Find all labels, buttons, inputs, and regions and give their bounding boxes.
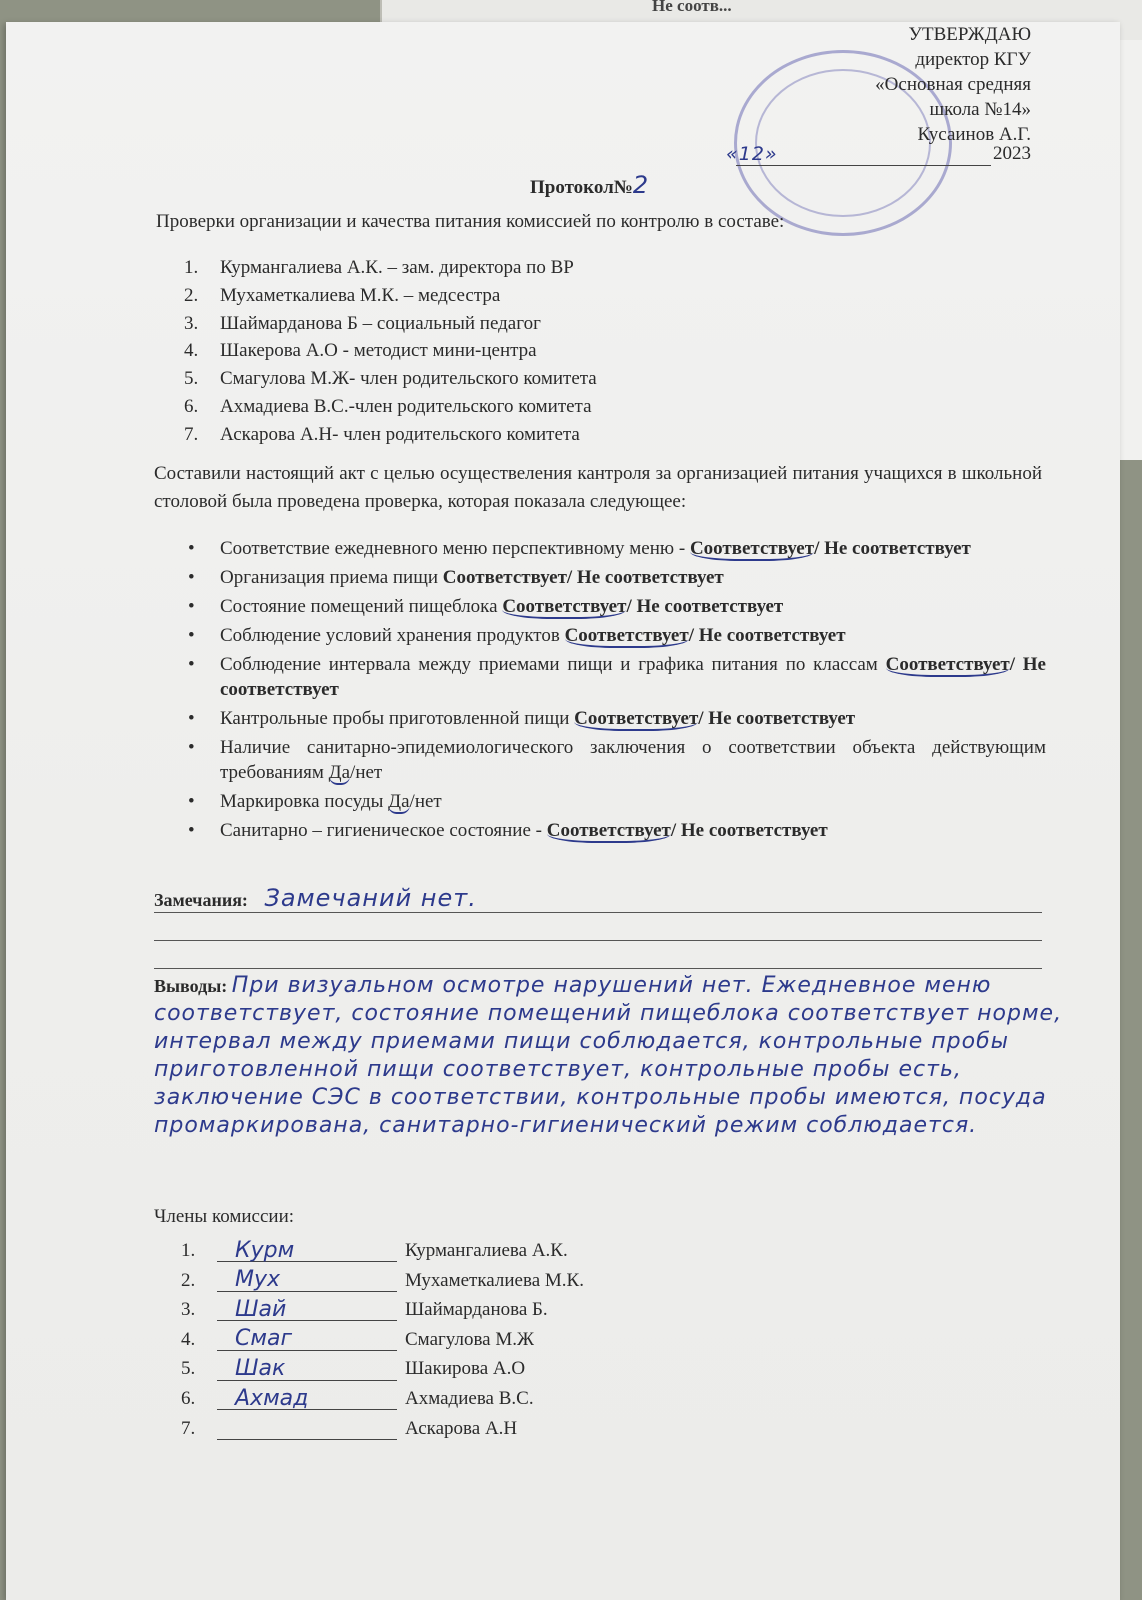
signer-name: Мухаметкалиева М.К. <box>405 1269 584 1291</box>
check-item: • Организация приема пищи Соответствует/ Не соответствует <box>154 565 1046 590</box>
member-item: 7. Аскарова А.Н- член родительского комитета <box>184 423 580 445</box>
conclusions-handwritten: При визуальном осмотре нарушений нет. Ежедневное меню соответствует, состояние помещений пищеблока соответствует норме, интервал между приемами пищи соблюдается, контрольные пробы приготовленной пищи соответствует, контрольные пробы есть, заключение СЭС в соответствии, контрольные пробы имеются, посуда промаркирована, санитарно-гигиенический режим соблюдается. <box>154 973 1063 1138</box>
check-item: • Маркировка посуды Да/нет <box>154 789 1046 814</box>
approval-date-day: «12» <box>726 143 778 165</box>
check-item: • Кантрольные пробы приготовленной пищи Соответствует/ Не соответствует <box>154 706 1046 731</box>
check-yes: Соответствует <box>442 567 567 588</box>
remarks-handwritten: Замечаний нет. <box>264 884 477 912</box>
conclusions-label: Выводы: <box>154 976 228 996</box>
signature: Смаг <box>235 1326 292 1352</box>
check-no: /нет <box>350 762 383 783</box>
conclusions-section <box>154 972 1094 1140</box>
signer-name: Смагулова М.Ж <box>405 1328 535 1350</box>
approval-line: «Основная средняя <box>875 74 1031 95</box>
check-yes: Да <box>388 791 410 812</box>
member-name: Шаймарданова Б – социальный педагог <box>220 312 541 334</box>
member-name: Мухаметкалиева М.К. – медсестра <box>220 284 501 306</box>
check-no: / Не соответствует <box>814 538 971 559</box>
signer-item: 7. Аскарова А.Н <box>181 1417 518 1439</box>
signature: Шак <box>235 1355 286 1381</box>
approval-line: УТВЕРЖДАЮ <box>908 24 1031 45</box>
check-item: • Соблюдение интервала между приемами пищи и графика питания по классам Соответствует/ Не соответствует <box>154 652 1046 702</box>
document-title <box>530 171 648 199</box>
member-name: Курмангалиева А.К. – зам. директора по ВР <box>220 257 574 278</box>
remarks-label: Замечания: <box>154 890 248 910</box>
members-list <box>184 254 597 449</box>
signer-name: Курмангалиева А.К. <box>405 1240 568 1261</box>
signature-line <box>217 1267 397 1293</box>
signature-line <box>217 1296 397 1322</box>
check-yes: Соответствует <box>546 820 671 841</box>
signer-name: Шаймарданова Б. <box>405 1299 548 1321</box>
signers-label: Члены комиссии: <box>154 1206 295 1227</box>
approval-date <box>726 143 1031 168</box>
check-no: / Не соответствует <box>688 625 846 646</box>
check-yes: Соответствует <box>502 596 627 617</box>
title-text: Протокол№ <box>530 177 633 198</box>
member-name: Ахмадиева В.С.-член родительского комитета <box>220 395 592 417</box>
signature: Ахмад <box>235 1385 309 1411</box>
signer-item: 5. Шак Шакирова А.О <box>181 1354 584 1384</box>
remarks-line <box>154 940 1042 941</box>
signer-name: Шакирова А.О <box>405 1358 526 1380</box>
check-item: • Наличие санитарно-эпидемиологического заключения о соответствии объекта действующим требованиям Да/нет <box>154 735 1046 785</box>
signer-item: 2. Мух Мухаметкалиева М.К. <box>181 1266 584 1296</box>
check-no: / Не соответствует <box>626 596 784 617</box>
check-yes: Соответствует <box>564 625 689 646</box>
remarks-line <box>154 968 1042 969</box>
check-item: • Санитарно – гигиеническое состояние - Соответствует/ Не соответствует <box>154 818 1046 843</box>
signer-item: 3. Шай Шаймарданова Б. <box>181 1295 584 1325</box>
check-yes: Соответствует <box>574 708 699 729</box>
check-no: / Не соответствует <box>670 820 828 841</box>
check-yes: Соответствует <box>885 654 1010 675</box>
signer-item: 6. Ахмад Ахмадиева В.С. <box>181 1384 584 1414</box>
signer-name: Ахмадиева В.С. <box>405 1387 534 1409</box>
intro-text: Проверки организации и качества питания комиссией по контролю в составе: <box>156 211 785 232</box>
signature: Шай <box>235 1296 287 1322</box>
approval-block <box>766 22 1031 147</box>
approval-line: Кусаинов А.Г. <box>917 124 1031 145</box>
check-yes: Да <box>328 762 351 783</box>
member-item: 2. Мухаметкалиева М.К. – медсестра <box>184 284 501 306</box>
member-item: 4. Шакерова А.О - методист мини-центра <box>184 340 537 362</box>
signer-item: 4. Смаг Смагулова М.Ж <box>181 1325 584 1355</box>
member-name: Шакерова А.О - методист мини-центра <box>220 340 537 362</box>
underlying-sheet-edge <box>1120 40 1142 460</box>
remarks-line <box>154 912 1042 913</box>
signature-line <box>217 1237 397 1263</box>
member-name: Смагулова М.Ж- член родительского комитета <box>220 368 597 390</box>
title-number: 2 <box>632 171 649 199</box>
approval-date-year: 2023 <box>993 143 1031 164</box>
approval-line: школа №14» <box>929 99 1031 120</box>
purpose-paragraph: Составили настоящий акт с целью осуществеления кантроля за организацией питания учащихся в школьной столовой была проведена проверка, которая показала следующее: <box>154 463 1042 512</box>
check-item: • Соответствие ежедневного меню перспективному меню - Соответствует/ Не соответствует <box>154 536 1046 561</box>
check-item: • Соблюдение условий хранения продуктов Соответствует/ Не соответствует <box>154 623 1046 648</box>
remarks-section <box>154 884 1042 912</box>
member-item: 1. Курмангалиева А.К. – зам. директора по ВР <box>184 257 574 278</box>
check-no: / Не соответствует <box>698 708 856 729</box>
check-yes: Соответствует <box>689 538 815 559</box>
signers-list <box>181 1236 584 1443</box>
date-underline <box>736 165 991 166</box>
underlying-sheet-text: Не соотв... <box>652 0 732 15</box>
check-item: • Состояние помещений пищеблока Соответствует/ Не соответствует <box>154 594 1046 619</box>
check-no: / Не соответствует <box>220 654 1046 700</box>
check-no: / Не соответствует <box>566 567 724 588</box>
signature: Курм <box>235 1237 295 1263</box>
member-name: Аскарова А.Н- член родительского комитета <box>220 423 580 445</box>
signer-name: Аскарова А.Н <box>405 1417 518 1439</box>
approval-line: директор КГУ <box>915 49 1031 70</box>
member-item: 5. Смагулова М.Ж- член родительского комитета <box>184 368 597 390</box>
signature-line <box>217 1419 397 1440</box>
member-item: 6. Ахмадиева В.С.-член родительского комитета <box>184 395 592 417</box>
document-page <box>6 22 1120 1600</box>
signer-item: 1. Курм Курмангалиева А.К. <box>181 1236 584 1266</box>
signature: Мух <box>235 1267 281 1293</box>
checklist <box>154 536 1046 847</box>
check-no: /нет <box>409 791 442 812</box>
member-item: 3. Шаймарданова Б – социальный педагог <box>184 312 541 334</box>
